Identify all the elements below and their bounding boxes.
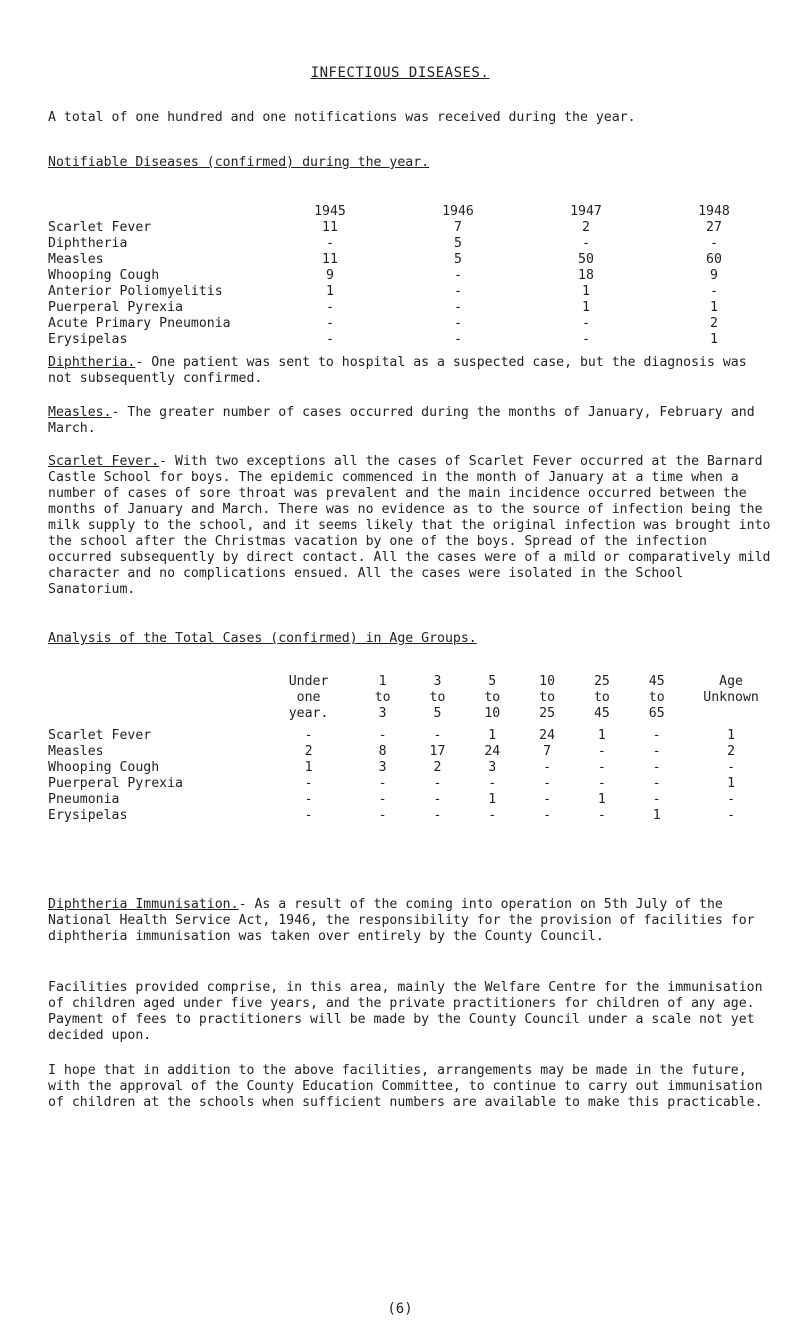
case-count: 1 — [597, 792, 606, 807]
header-blank — [48, 204, 266, 220]
table-row — [48, 252, 778, 268]
age-header-row — [48, 674, 778, 690]
disease-name: Erysipelas — [48, 808, 128, 823]
case-count: - — [597, 760, 606, 775]
case-count: 27 — [706, 220, 722, 235]
scarlet-fever-paragraph — [48, 454, 773, 598]
table-row — [48, 332, 778, 348]
case-count: - — [326, 332, 334, 347]
case-count: - — [433, 792, 442, 807]
header-blank — [48, 690, 262, 706]
case-count: - — [378, 792, 387, 807]
case-count: 1 — [488, 728, 497, 743]
case-count: 11 — [322, 220, 338, 235]
case-count: 8 — [378, 744, 387, 759]
table-row — [48, 776, 778, 792]
case-count: 7 — [454, 220, 462, 235]
case-count: - — [543, 776, 552, 791]
case-count: 60 — [706, 252, 722, 267]
age-group-header: 10 — [484, 706, 501, 721]
disease-name: Scarlet Fever — [48, 728, 152, 743]
age-group-header: 5 — [433, 706, 442, 721]
case-count: 1 — [710, 300, 718, 315]
table-row — [48, 284, 778, 300]
measles-text: - The greater number of cases occurred during the months of January, February and March. — [48, 405, 755, 436]
age-group-header: 25 — [593, 674, 610, 689]
case-count: - — [597, 776, 606, 791]
case-count: 1 — [304, 760, 313, 775]
disease-name: Measles — [48, 744, 104, 759]
disease-name: Measles — [48, 252, 104, 267]
case-count: - — [326, 300, 334, 315]
case-count: 1 — [597, 728, 606, 743]
table-row — [48, 808, 778, 824]
case-count: 3 — [378, 760, 387, 775]
year-header-row — [48, 204, 778, 220]
disease-name: Pneumonia — [48, 792, 120, 807]
table-row — [48, 268, 778, 284]
case-count: - — [652, 760, 661, 775]
case-count: - — [727, 792, 736, 807]
age-group-header: Unknown — [703, 690, 759, 705]
case-count: 50 — [578, 252, 594, 267]
case-count: 3 — [488, 760, 497, 775]
age-groups-table — [48, 674, 778, 824]
disease-name: Erysipelas — [48, 332, 128, 347]
age-group-header: 1 — [378, 674, 387, 689]
disease-name: Whooping Cough — [48, 268, 160, 283]
age-group-header: Age — [719, 674, 743, 689]
case-count: 9 — [326, 268, 334, 283]
page-number: (6) — [387, 1301, 413, 1317]
table-row — [48, 300, 778, 316]
age-group-header: 3 — [433, 674, 442, 689]
case-count: - — [652, 728, 661, 743]
measles-paragraph — [48, 405, 773, 437]
case-count: 1 — [727, 728, 736, 743]
case-count: 2 — [304, 744, 313, 759]
immunisation-text: - As a result of the coming into operation on 5th July of the National Health Service Act, 1946, the responsibility for the provision of facilities for diphtheria immunisation was taken over entirely by the County Council. — [48, 897, 755, 944]
case-count: 17 — [429, 744, 446, 759]
age-group-header: to — [429, 690, 446, 705]
case-count: 2 — [710, 316, 718, 331]
case-count: - — [304, 776, 313, 791]
age-group-header: year. — [288, 706, 329, 721]
case-count: - — [582, 236, 590, 251]
diphtheria-paragraph — [48, 355, 773, 387]
case-count: - — [652, 744, 661, 759]
case-count: - — [326, 236, 334, 251]
age-group-header: 3 — [378, 706, 387, 721]
disease-name: Puerperal Pyrexia — [48, 300, 183, 315]
case-count: 24 — [539, 728, 556, 743]
intro-paragraph: A total of one hundred and one notifications was received during the year. — [48, 110, 636, 125]
age-group-header — [684, 706, 778, 722]
diphtheria-heading: Diphtheria. — [48, 355, 136, 370]
case-count: - — [304, 792, 313, 807]
year-header: 1945 — [314, 204, 346, 219]
age-group-header: 5 — [488, 674, 497, 689]
case-count: 5 — [454, 252, 462, 267]
immunisation-paragraph — [48, 897, 773, 945]
notifiable-heading: Notifiable Diseases (confirmed) during the year. — [48, 155, 430, 170]
case-count: 1 — [582, 284, 590, 299]
case-count: - — [652, 792, 661, 807]
header-blank — [48, 674, 262, 690]
case-count: 24 — [484, 744, 501, 759]
case-count: - — [326, 316, 334, 331]
case-count: - — [433, 776, 442, 791]
table-row — [48, 316, 778, 332]
table-row — [48, 760, 778, 776]
case-count: - — [454, 284, 462, 299]
case-count: - — [543, 760, 552, 775]
case-count: - — [454, 316, 462, 331]
age-group-header: 10 — [539, 674, 556, 689]
case-count: 2 — [582, 220, 590, 235]
age-group-header: 45 — [593, 706, 610, 721]
notifiable-diseases-table — [48, 204, 778, 348]
case-count: - — [454, 332, 462, 347]
case-count: 2 — [433, 760, 442, 775]
case-count: - — [378, 808, 387, 823]
age-header-row — [48, 690, 778, 706]
case-count: 1 — [582, 300, 590, 315]
case-count: - — [454, 268, 462, 283]
age-group-header: one — [296, 690, 321, 705]
measles-heading: Measles. — [48, 405, 112, 420]
age-group-header: to — [484, 690, 501, 705]
table-row — [48, 792, 778, 808]
year-header: 1947 — [570, 204, 602, 219]
case-count: - — [710, 236, 718, 251]
case-count: 5 — [454, 236, 462, 251]
age-group-header: 45 — [648, 674, 665, 689]
case-count: - — [543, 808, 552, 823]
case-count: 18 — [578, 268, 594, 283]
case-count: 1 — [727, 776, 736, 791]
table-row — [48, 744, 778, 760]
scarlet-fever-heading: Scarlet Fever. — [48, 454, 160, 469]
case-count: - — [433, 728, 442, 743]
case-count: - — [582, 316, 590, 331]
disease-name: Scarlet Fever — [48, 220, 152, 235]
age-header-row — [48, 706, 778, 722]
case-count: - — [727, 808, 736, 823]
table-row — [48, 236, 778, 252]
case-count: 11 — [322, 252, 338, 267]
case-count: - — [378, 776, 387, 791]
hope-paragraph: I hope that in addition to the above facilities, arrangements may be made in the future, with the approval of the County Education Committee, to continue to carry out immunisation of children at the schools when sufficient numbers are available to make this practicable. — [48, 1063, 763, 1110]
case-count: 1 — [710, 332, 718, 347]
case-count: - — [304, 808, 313, 823]
table-row — [48, 728, 778, 744]
age-group-header: 25 — [539, 706, 556, 721]
case-count: - — [582, 332, 590, 347]
case-count: 2 — [727, 744, 736, 759]
case-count: 9 — [710, 268, 718, 283]
case-count: 1 — [326, 284, 334, 299]
case-count: 7 — [543, 744, 552, 759]
page-title: INFECTIOUS DISEASES. — [310, 65, 490, 81]
disease-name: Puerperal Pyrexia — [48, 776, 183, 791]
age-group-header: to — [648, 690, 665, 705]
case-count: - — [543, 792, 552, 807]
age-group-header: to — [593, 690, 610, 705]
analysis-heading: Analysis of the Total Cases (confirmed) in Age Groups. — [48, 631, 477, 646]
case-count: - — [488, 776, 497, 791]
case-count: - — [727, 760, 736, 775]
case-count: - — [378, 728, 387, 743]
case-count: - — [597, 808, 606, 823]
age-group-header: to — [539, 690, 556, 705]
age-group-header: 65 — [648, 706, 665, 721]
header-blank — [48, 706, 262, 722]
case-count: - — [710, 284, 718, 299]
case-count: - — [304, 728, 313, 743]
diphtheria-text: - One patient was sent to hospital as a suspected case, but the diagnosis was not subsequently confirmed. — [48, 355, 747, 386]
disease-name: Anterior Poliomyelitis — [48, 284, 223, 299]
disease-name: Acute Primary Pneumonia — [48, 316, 231, 331]
case-count: - — [652, 776, 661, 791]
scarlet-fever-text: - With two exceptions all the cases of Scarlet Fever occurred at the Barnard Castle School for boys. The epidemic commenced in the month of January at a time when a number of cases of sore throat was prevalent and the main incidence occurred between the months of January and March. There was no evidence as to the source of infection being the milk supply to the school, and it seems likely that the original infection was brought into the school after the Christmas vacation by one of the boys. Spread of the infection occurred subsequently by direct contact. All the cases were of a mild or comparatively mild character and no complications ensued. All the cases were isolated in the School Sanatorium. — [48, 454, 771, 597]
age-group-header: Under — [288, 674, 329, 689]
table-row — [48, 220, 778, 236]
year-header: 1948 — [698, 204, 730, 219]
disease-name: Diphtheria — [48, 236, 128, 251]
case-count: 1 — [652, 808, 661, 823]
case-count: - — [454, 300, 462, 315]
case-count: - — [433, 808, 442, 823]
case-count: - — [488, 808, 497, 823]
immunisation-heading: Diphtheria Immunisation. — [48, 897, 239, 912]
disease-name: Whooping Cough — [48, 760, 160, 775]
year-header: 1946 — [442, 204, 474, 219]
case-count: 1 — [488, 792, 497, 807]
case-count: - — [597, 744, 606, 759]
facilities-paragraph: Facilities provided comprise, in this area, mainly the Welfare Centre for the immunisation of children aged under five years, and the private practitioners for children of any age. Payment of fees to practitioners will be made by the County Council under a scale not yet decided upon. — [48, 980, 763, 1043]
age-group-header: to — [374, 690, 391, 705]
